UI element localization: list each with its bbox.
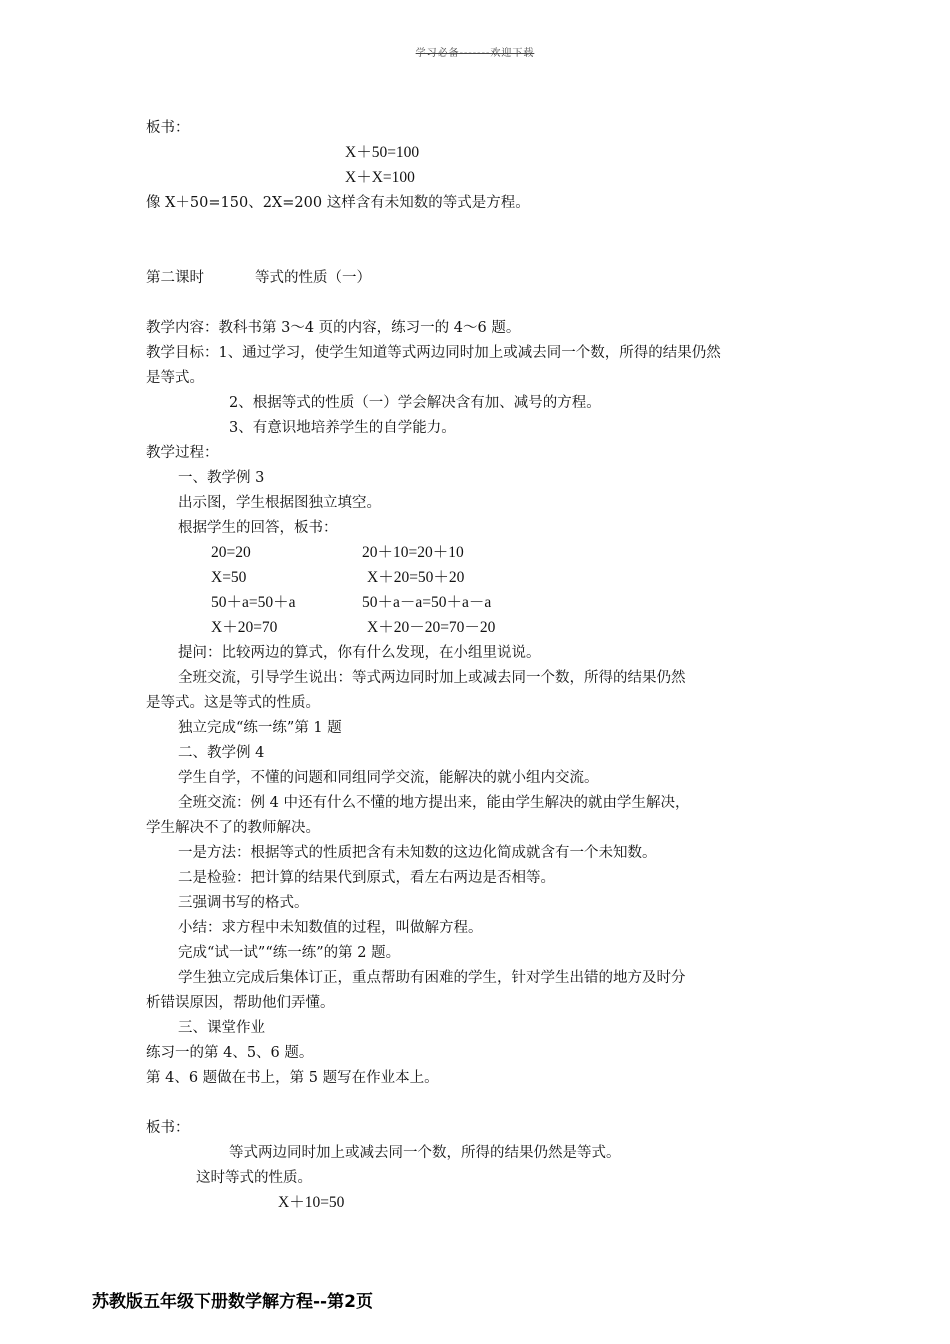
step-1-text: 根据学生的回答，板书： [178, 520, 338, 536]
homework-text: 练习一的第 4、5、6 题。 [146, 1045, 314, 1061]
equation-line: X＋50=100 [345, 144, 420, 161]
point-format: 三强调书写的格式。 [178, 895, 309, 911]
board-property-text: 等式两边同时加上或减去同一个数，所得的结果仍然是等式。 [229, 1145, 621, 1161]
equation-right: X＋20=50＋20 [367, 569, 465, 586]
lesson-subtitle: 等式的性质（一） [255, 270, 371, 286]
header-text: 学习必备-------欢迎下载 [415, 48, 535, 59]
equation-left: X=50 [211, 569, 247, 586]
equation-left: 50＋a=50＋a [211, 594, 296, 611]
summary-text: 小结：求方程中未知数值的过程，叫做解方程。 [178, 920, 483, 936]
class-exchange-text: 全班交流：例 4 中还有什么不懂的地方提出来，能由学生解决的就由学生解决， [178, 795, 690, 811]
equation-right: 50＋a－a=50＋a－a [362, 594, 492, 611]
teaching-content: 教学内容：教科书第 3～4 页的内容，练习一的 4～6 题。 [146, 320, 521, 336]
page-footer: 苏教版五年级下册数学解方程--第2页 [92, 1292, 373, 1312]
teaching-goal-2: 2、根据等式的性质（一）学会解决含有加、减号的方程。 [229, 395, 601, 411]
equation-definition: 像 X＋50=150、2X=200 这样含有未知数的等式是方程。 [146, 195, 530, 211]
board-property-text-cont: 这时等式的性质。 [196, 1170, 312, 1186]
practice-text: 完成“试一试”“练一练”的第 2 题。 [178, 945, 401, 961]
equation-left: 20=20 [211, 544, 251, 561]
exchange-text-cont: 是等式。这是等式的性质。 [146, 695, 320, 711]
teaching-goal-1: 教学目标：1、通过学习，使学生知道等式两边同时加上或减去同一个数，所得的结果仍然 [146, 345, 721, 361]
step-2-heading: 二、教学例 4 [178, 745, 265, 761]
teaching-goal-1-cont: 是等式。 [146, 370, 204, 386]
board-equation: X＋10=50 [278, 1194, 345, 1211]
teaching-goal-3: 3、有意识地培养学生的自学能力。 [229, 420, 456, 436]
lesson-title: 第二课时 [146, 270, 204, 286]
step-1-text: 出示图，学生根据图独立填空。 [178, 495, 381, 511]
correction-text-cont: 析错误原因，帮助他们弄懂。 [146, 995, 335, 1011]
step-1-heading: 一、教学例 3 [178, 470, 265, 486]
page-header [0, 44, 950, 59]
practice-text: 独立完成“练一练”第 1 题 [178, 720, 342, 736]
homework-text: 第 4、6 题做在书上，第 5 题写在作业本上。 [146, 1070, 439, 1086]
exchange-text: 全班交流，引导学生说出：等式两边同时加上或减去同一个数，所得的结果仍然 [178, 670, 686, 686]
step-3-heading: 三、课堂作业 [178, 1020, 265, 1036]
point-check: 二是检验：把计算的结果代到原式，看左右两边是否相等。 [178, 870, 555, 886]
point-method: 一是方法：根据等式的性质把含有未知数的这边化简成就含有一个未知数。 [178, 845, 657, 861]
class-exchange-text-cont: 学生解决不了的教师解决。 [146, 820, 320, 836]
equation-right: 20＋10=20＋10 [362, 544, 464, 561]
teaching-process-label: 教学过程： [146, 445, 219, 461]
correction-text: 学生独立完成后集体订正，重点帮助有困难的学生，针对学生出错的地方及时分 [178, 970, 686, 986]
equation-line: X＋X=100 [345, 169, 415, 186]
equation-left: X＋20=70 [211, 619, 278, 636]
board-label-2: 板书： [146, 1120, 190, 1136]
board-label-1: 板书： [146, 120, 190, 136]
self-study-text: 学生自学，不懂的问题和同组同学交流，能解决的就小组内交流。 [178, 770, 599, 786]
equation-right: X＋20－20=70－20 [367, 619, 496, 636]
question-text: 提问：比较两边的算式，你有什么发现，在小组里说说。 [178, 645, 541, 661]
